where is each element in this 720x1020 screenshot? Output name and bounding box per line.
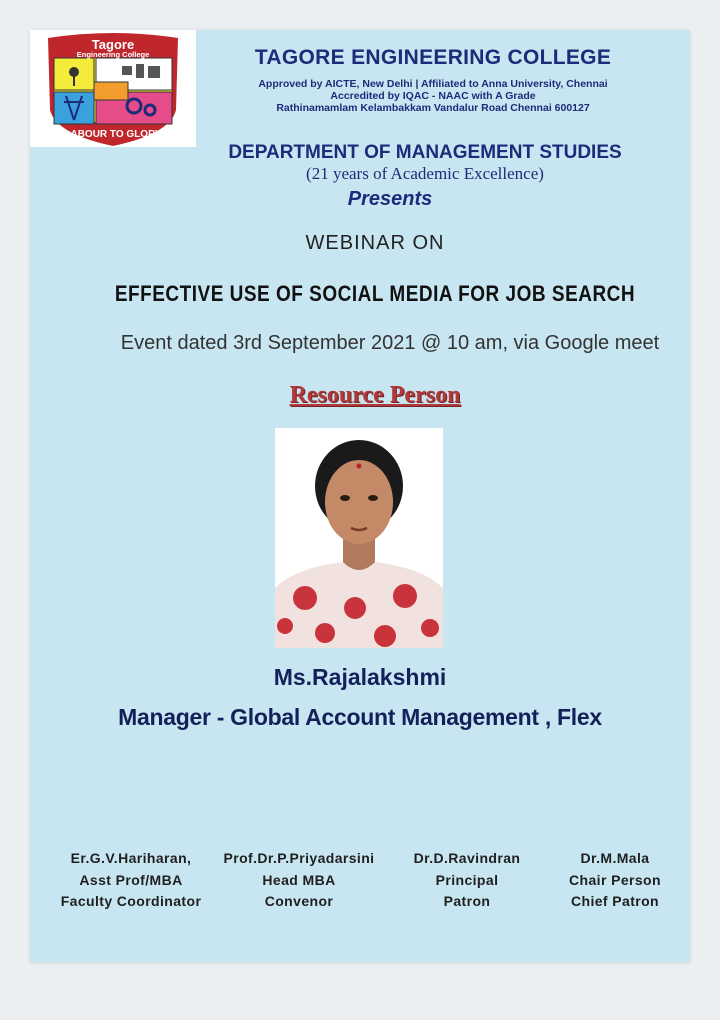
resource-person-heading: Resource Person: [289, 382, 461, 408]
presents-label: Presents: [347, 188, 433, 210]
department-tagline: (21 years of Academic Excellence): [306, 164, 544, 183]
patron-title: Principal: [435, 871, 499, 888]
chief-patron-role: Chief Patron: [570, 893, 660, 909]
resource-person-photo: [275, 428, 443, 648]
event-details: Event dated 3rd September 2021 @ 10 am, via Google meet: [120, 332, 660, 354]
webinar-topic: EFFECTIVE USE OF SOCIAL MEDIA FOR JOB SEARCH: [114, 282, 636, 307]
patron-name: Dr.D.Ravindran: [413, 850, 521, 866]
coordinator-title: Asst Prof/MBA: [79, 871, 183, 888]
logo-subtitle-text: Engineering College: [76, 50, 150, 59]
approval-line: Approved by AICTE, New Delhi | Affiliated to Anna University, Chennai: [258, 78, 608, 90]
convenor-block: [208, 848, 390, 913]
accreditation-line: Accredited by IQAC - NAAC with A Grade: [330, 90, 536, 102]
chief-patron-block: [548, 848, 682, 913]
college-name: TAGORE ENGINEERING COLLEGE: [254, 46, 612, 69]
department-name: DEPARTMENT OF MANAGEMENT STUDIES: [228, 142, 622, 163]
address-line: Rathinamamlam Kelambakkam Vandalur Road Chennai 600127: [276, 102, 590, 114]
convenor-name: Prof.Dr.P.Priyadarsini: [223, 850, 375, 866]
logo-motto-text: LABOUR TO GLORY: [64, 129, 162, 140]
patron-role: Patron: [443, 893, 491, 909]
logo-title-text: Tagore: [91, 37, 135, 52]
resource-person-name: Ms.Rajalakshmi: [273, 664, 447, 690]
chief-patron-name: Dr.M.Mala: [580, 850, 650, 866]
webinar-label: WEBINAR ON: [305, 232, 445, 254]
college-logo: [30, 30, 196, 147]
resource-person-designation: Manager - Global Account Management , Flex: [118, 704, 602, 730]
coordinator-name: Er.G.V.Hariharan,: [70, 850, 192, 866]
coordinator-block: [46, 848, 216, 913]
convenor-role: Convenor: [264, 893, 334, 909]
coordinator-role: Faculty Coordinator: [60, 893, 202, 909]
chief-patron-title: Chair Person: [569, 871, 661, 888]
convenor-title: Head MBA: [262, 871, 336, 888]
patron-block: [392, 848, 542, 913]
